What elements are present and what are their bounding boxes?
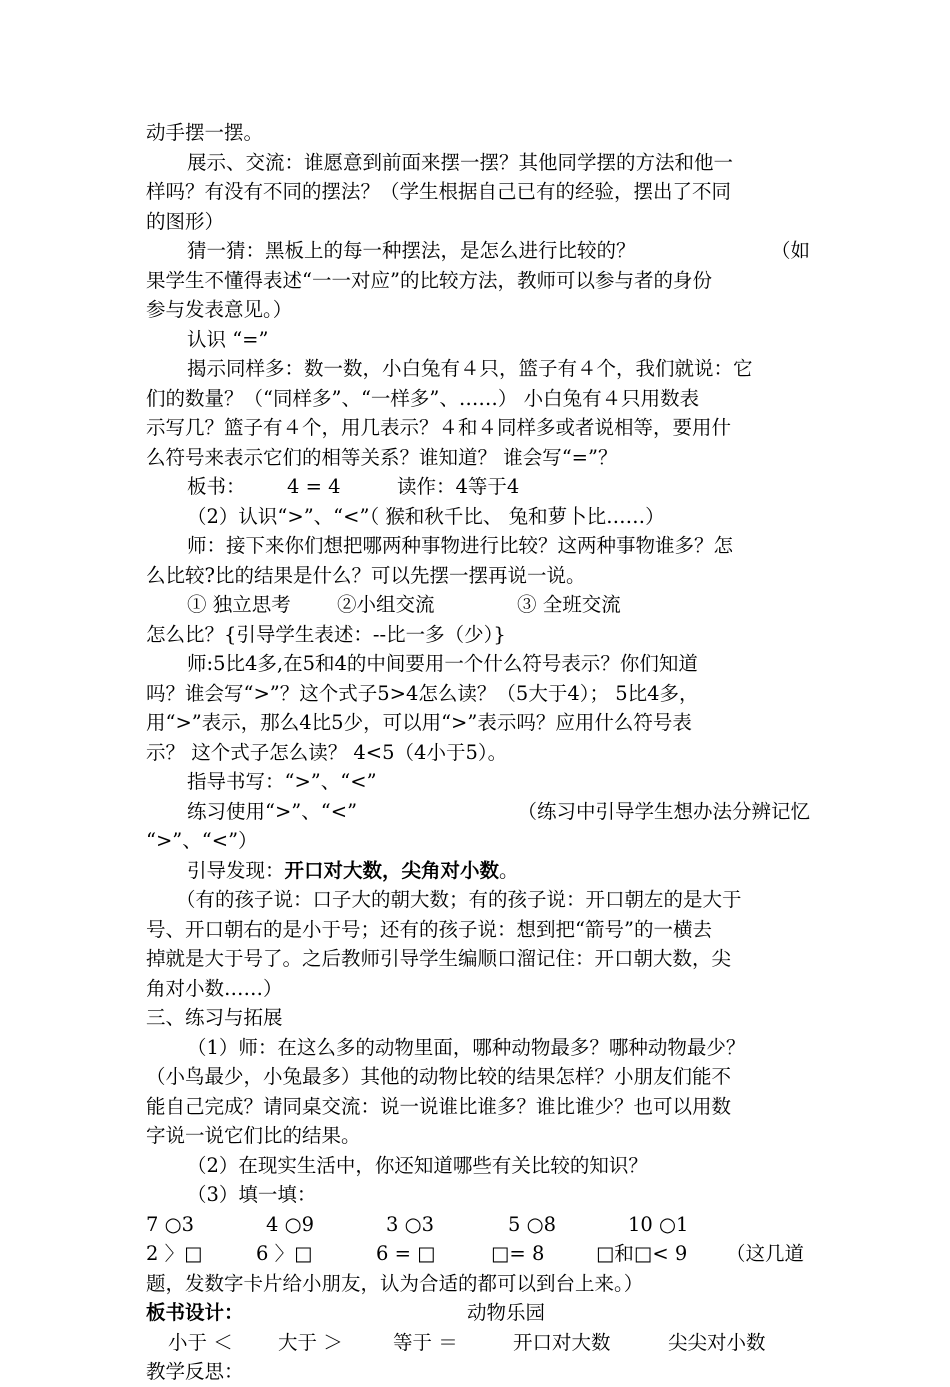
exercise-item: □= 8 bbox=[491, 1242, 545, 1265]
exercise-item: 7 ○3 bbox=[146, 1212, 195, 1236]
document-body bbox=[146, 118, 810, 1387]
text-line: 样吗？有没有不同的摆法？（学生根据自己已有的经验，摆出了不同 bbox=[146, 180, 732, 203]
board-item: 小于 ＜ bbox=[168, 1330, 233, 1354]
text-line: 号、开口朝右的是小于号；还有的孩子说：想到把“箭号”的一横去 bbox=[146, 917, 712, 941]
text-segment: 4 = 4 bbox=[287, 475, 341, 498]
text-line: “>”、“<”） bbox=[146, 829, 258, 852]
text-line: 认识 “=” bbox=[187, 327, 269, 351]
text-line: 示写几？篮子有４个，用几表示？４和４同样多或者说相等，要用什 bbox=[146, 416, 732, 439]
text-line: 动手摆一摆。 bbox=[146, 121, 264, 144]
exercise-item: □和□< 9 bbox=[596, 1242, 688, 1265]
text-segment: ②小组交流 bbox=[337, 593, 435, 616]
text-line bbox=[146, 236, 810, 266]
text-segment: 练习使用“>”、“<” bbox=[187, 799, 358, 823]
exercise-item: 6 〉□ bbox=[256, 1242, 313, 1265]
text-line: 字说一说它们比的结果。 bbox=[146, 1124, 361, 1147]
section-heading: 三、练习与拓展 bbox=[146, 1006, 283, 1029]
text-line: 的图形） bbox=[146, 209, 225, 233]
text-line: （3）填一填： bbox=[187, 1183, 317, 1206]
board-item: 开口对大数 bbox=[513, 1330, 611, 1354]
text-line: （1）师：在这么多的动物里面，哪种动物最多？哪种动物最少？ bbox=[187, 1035, 746, 1059]
text-line bbox=[146, 856, 810, 886]
exercise-item: 10 ○1 bbox=[628, 1212, 689, 1236]
text-line: （2）认识“>”、“<”（ 猴和秋千比、 兔和萝卜比……） bbox=[187, 504, 665, 528]
text-segment: 板书： bbox=[187, 475, 246, 498]
text-line: （有的孩子说：口子大的朝大数；有的孩子说：开口朝左的是大于 bbox=[176, 888, 742, 911]
board-design-label: 板书设计： bbox=[146, 1301, 244, 1324]
text-segment: 读作：4等于4 bbox=[397, 475, 520, 498]
text-segment: 。 bbox=[499, 858, 519, 882]
exercise-item: 4 ○9 bbox=[266, 1212, 315, 1236]
exercise-row bbox=[146, 1210, 810, 1240]
board-title: 动物乐园 bbox=[467, 1301, 546, 1324]
board-item: 等于 ＝ bbox=[393, 1330, 458, 1354]
text-line: 示？ 这个式子怎么读？ 4<5（4小于5）。 bbox=[146, 740, 508, 764]
board-design-heading bbox=[146, 1298, 810, 1328]
text-line: 么符号来表示它们的相等关系？谁知道？ 谁会写“=”？ bbox=[146, 445, 618, 469]
text-line: 用“>”表示，那么4比5少，可以用“>”表示吗？应用什么符号表 bbox=[146, 711, 692, 734]
text-line: 怎么比？{引导学生表述：--比一多（少）} bbox=[146, 622, 506, 646]
text-line: 们的数量？（“同样多”、“一样多”、……） 小白兔有４只用数表 bbox=[146, 386, 700, 410]
text-segment: （练习中引导学生想办法分辨记忆 bbox=[517, 799, 810, 823]
text-line: 么比较?比的结果是什么？可以先摆一摆再说一说。 bbox=[146, 563, 586, 587]
text-line: 参与发表意见。） bbox=[146, 298, 293, 321]
text-segment: ③ 全班交流 bbox=[517, 593, 621, 616]
exercise-item: 6 = □ bbox=[376, 1242, 436, 1265]
exercise-row bbox=[146, 1239, 810, 1269]
text-segment: （这几道 bbox=[726, 1242, 805, 1265]
text-line: 师：接下来你们想把哪两种事物进行比较？这两种事物谁多？怎 bbox=[187, 534, 734, 557]
text-line: （小鸟最少，小兔最多）其他的动物比较的结果怎样？小朋友们能不 bbox=[146, 1065, 732, 1088]
text-segment: （如 bbox=[770, 239, 810, 262]
text-line: 揭示同样多：数一数，小白兔有４只，篮子有４个，我们就说：它 bbox=[187, 357, 753, 380]
text-line: （2）在现实生活中，你还知道哪些有关比较的知识？ bbox=[187, 1153, 648, 1177]
exercise-item: 5 ○8 bbox=[508, 1212, 557, 1236]
exercise-item: 3 ○3 bbox=[386, 1212, 435, 1236]
text-line: 角对小数……） bbox=[146, 976, 283, 1000]
exercise-item: 2 〉□ bbox=[146, 1242, 203, 1265]
text-segment: 引导发现： bbox=[187, 858, 285, 882]
text-line bbox=[146, 590, 810, 620]
text-line: 教学反思： bbox=[146, 1360, 244, 1383]
key-phrase: 开口对大数，尖角对小数 bbox=[284, 858, 500, 882]
text-line: 吗？谁会写“>”？这个式子5>4怎么读？（5大于4）； 5比4多， bbox=[146, 681, 699, 705]
board-item: 大于 ＞ bbox=[278, 1330, 343, 1354]
text-line bbox=[146, 472, 810, 502]
text-line: 题，发数字卡片给小朋友，认为合适的都可以到台上来。） bbox=[146, 1271, 644, 1295]
text-line bbox=[146, 797, 810, 827]
text-segment: ① 独立思考 bbox=[187, 593, 291, 616]
text-line: 展示、交流：谁愿意到前面来摆一摆？其他同学摆的方法和他一 bbox=[187, 150, 734, 174]
text-line: 师:5比4多,在5和4的中间要用一个什么符号表示？你们知道 bbox=[187, 652, 698, 675]
text-line: 指导书写：“>”、“<” bbox=[187, 770, 377, 793]
board-item: 尖尖对小数 bbox=[668, 1330, 766, 1354]
text-line: 果学生不懂得表述“一一对应”的比较方法，教师可以参与者的身份 bbox=[146, 268, 712, 292]
text-segment: 猜一猜：黑板上的每一种摆法，是怎么进行比较的？ bbox=[187, 239, 636, 262]
text-line: 掉就是大于号了。之后教师引导学生编顺口溜记住：开口朝大数，尖 bbox=[146, 947, 732, 970]
text-line: 能自己完成？请同桌交流：说一说谁比谁多？谁比谁少？也可以用数 bbox=[146, 1094, 732, 1118]
board-design-row bbox=[146, 1328, 810, 1358]
